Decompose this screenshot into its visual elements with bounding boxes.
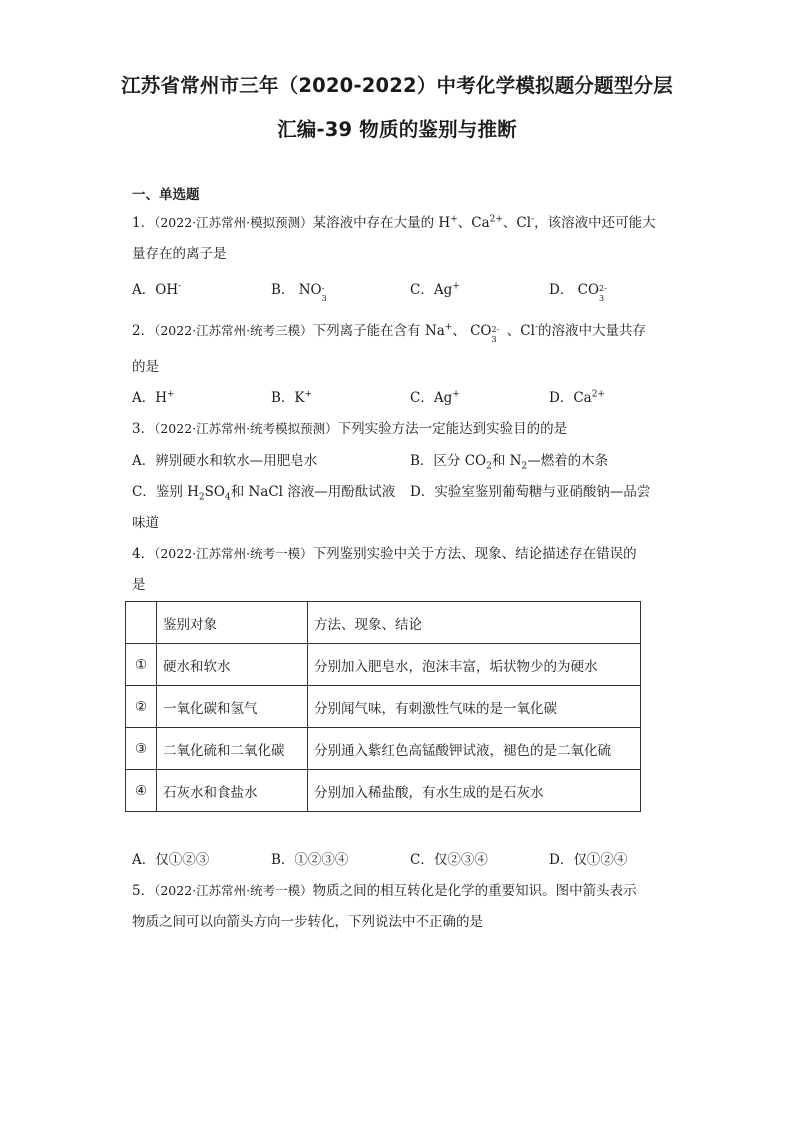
question-4-option-a[interactable]: A．仅①②③ [132, 852, 210, 868]
table-cell-index: ④ [126, 770, 157, 812]
question-3-option-d[interactable]: D．实验室鉴别葡萄糖与亚硝酸钠—品尝 [410, 484, 651, 500]
question-3-option-b[interactable]: B．区分 $CO_2$和 $N_2—$燃着的木条 [410, 453, 609, 472]
question-4-option-d[interactable]: D．仅①②④ [549, 852, 628, 868]
table-cell-index: ③ [126, 728, 157, 770]
table-header-row [126, 602, 641, 644]
question-1-option-c[interactable]: C．Ag+ [410, 281, 460, 298]
table-cell-method: 分别加入肥皂水，泡沫丰富，垢状物少的为硬水 [308, 644, 641, 686]
question-3-option-a[interactable]: A．辨别硬水和软水—用肥皂水 [132, 453, 318, 469]
question-4-source: （2022·江苏常州·统考一模） [154, 546, 313, 561]
question-2-option-d[interactable]: D．$Ca^{2+}$ [549, 389, 605, 406]
table-header-cell: 鉴别对象 [157, 602, 308, 644]
table-cell-object: 二氧化硫和二氧化碳 [157, 728, 308, 770]
question-5-stem-line-2: 物质之间可以向箭头方向一步转化，下列说法中不正确的是 [132, 914, 483, 930]
question-2-option-c[interactable]: C．Ag+ [410, 389, 460, 406]
table-cell-object: 一氧化碳和氢气 [157, 686, 308, 728]
table-cell-object: 石灰水和食盐水 [157, 770, 308, 812]
table-row [126, 644, 641, 686]
document-title-line-1: 江苏省常州市三年（2020-2022）中考化学模拟题分题型分层 [121, 74, 673, 97]
table-cell-object: 硬水和软水 [157, 644, 308, 686]
table-cell-index: ① [126, 644, 157, 686]
question-1-stem: 1．（2022·江苏常州·模拟预测）某溶液中存在大量的 H+、$Ca^{2+}$、Cl-，该溶液中还可能大 [132, 214, 656, 231]
table-cell-method: 分别通入紫红色高锰酸钾试液，褪色的是二氧化硫 [308, 728, 641, 770]
question-5-stem: 5．（2022·江苏常州·统考一模）物质之间的相互转化是化学的重要知识。图中箭头表示 [132, 883, 637, 899]
question-3-stem: 3．（2022·江苏常州·统考模拟预测）下列实验方法一定能达到实验目的的是 [132, 421, 568, 437]
question-4-option-c[interactable]: C．仅②③④ [410, 852, 488, 868]
question-1-option-d[interactable]: D． CO 2- 3 [549, 282, 607, 303]
question-2-option-a[interactable]: A．H+ [132, 389, 175, 406]
document-title-line-2: 汇编-39 物质的鉴别与推断 [277, 118, 517, 141]
question-5-source: （2022·江苏常州·统考一模） [154, 883, 313, 898]
question-4-table [125, 601, 641, 812]
table-row [126, 686, 641, 728]
question-3-option-c[interactable]: C．鉴别 $H_2SO_4$和 NaCl 溶液—用酚酞试液 [132, 484, 396, 503]
table-cell-method: 分别闻气味，有刺激性气味的是一氧化碳 [308, 686, 641, 728]
question-4-stem-line-2: 是 [132, 577, 146, 593]
question-1-option-b[interactable]: B． NO - 3 [271, 282, 327, 303]
question-2-stem-line-2: 的是 [132, 359, 159, 375]
question-3-source: （2022·江苏常州·统考模拟预测） [154, 421, 338, 436]
question-4-stem: 4．（2022·江苏常州·统考一模）下列鉴别实验中关于方法、现象、结论描述存在错误的 [132, 546, 637, 562]
section-heading: 一、单选题 [132, 187, 200, 203]
question-2-stem: 2．（2022·江苏常州·统考三模）下列离子能在含有 Na+、 CO 2- 3 、Cl-的溶液中大量共存 [132, 322, 647, 344]
table-cell-method: 分别加入稀盐酸，有水生成的是石灰水 [308, 770, 641, 812]
question-1-option-a[interactable]: A．OH- [132, 281, 182, 298]
table-header-cell: 方法、现象、结论 [308, 602, 641, 644]
table-cell-index: ② [126, 686, 157, 728]
question-1-stem-line-2: 量存在的离子是 [132, 246, 227, 262]
question-3-option-d-line-2: 味道 [132, 515, 159, 531]
question-2-source: （2022·江苏常州·统考三模） [154, 323, 313, 338]
question-1-source: （2022·江苏常州·模拟预测） [154, 215, 313, 230]
question-4-option-b[interactable]: B．①②③④ [271, 852, 349, 868]
question-2-option-b[interactable]: B．K+ [271, 389, 313, 406]
table-header-cell [126, 602, 157, 644]
table-row [126, 770, 641, 812]
table-row [126, 728, 641, 770]
